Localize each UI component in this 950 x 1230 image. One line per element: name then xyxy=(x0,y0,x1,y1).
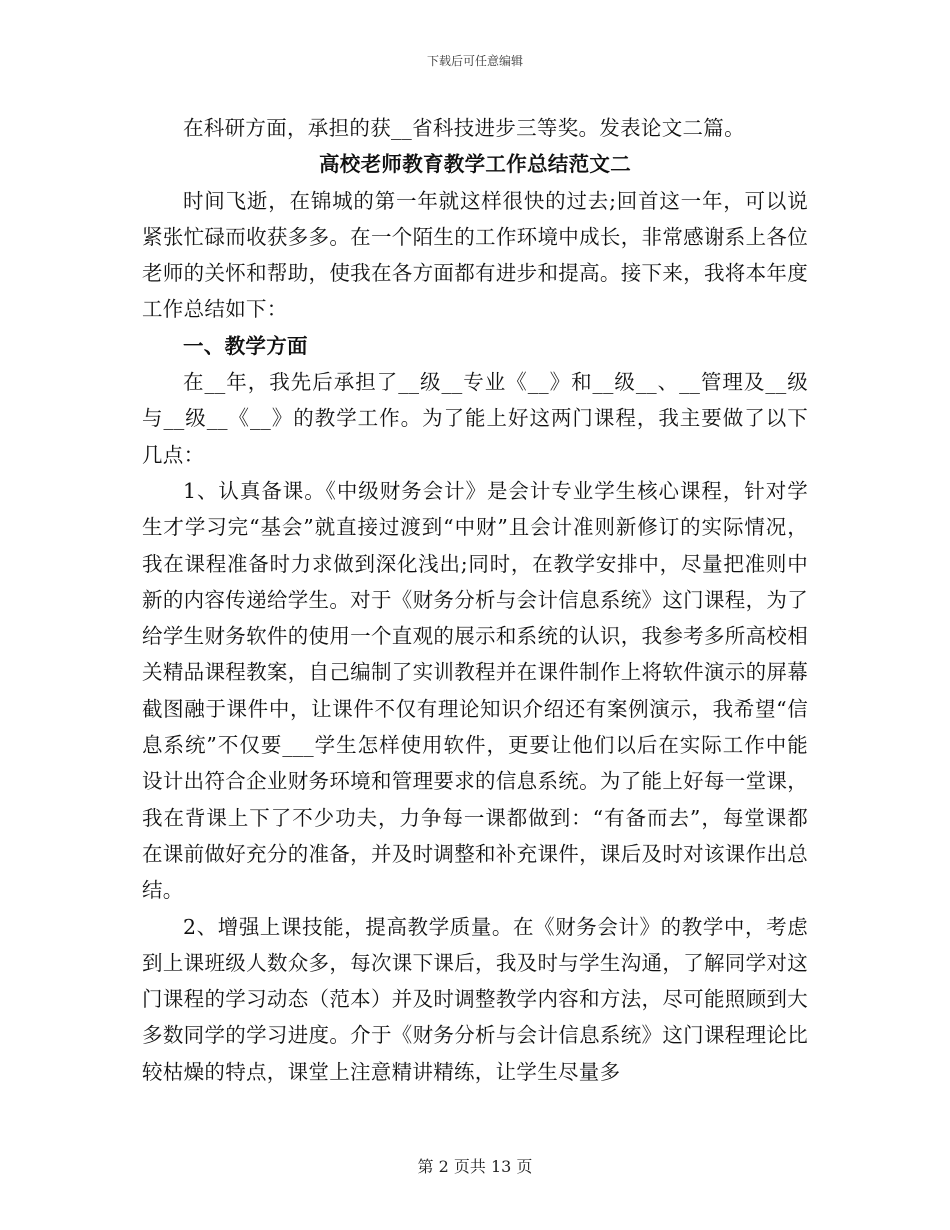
paragraph-courses: 在__年，我先后承担了__级__专业《__》和__级__、__管理及__级与__级__《__》的教学工作。为了能上好这两门课程，我主要做了以下几点： xyxy=(142,370,808,467)
document-title: 高校老师教育教学工作总结范文二 xyxy=(319,152,631,177)
page-footer: 第 2 页共 13 页 xyxy=(417,1157,533,1176)
page-header: 下载后可任意编辑 xyxy=(426,54,523,68)
paragraph-point-2: 2、增强上课技能，提高教学质量。在《财务会计》的教学中，考虑到上课班级人数众多，每次课下课后，我及时与学生沟通，了解同学对这门课程的学习动态（范本）并及时调整教学内容和方法，尽可能照顾到大多数同学的学习进度。介于《财务分析与会计信息系统》这门课程理论比较枯燥的特点，课堂上注意精讲精练，让学生尽量多 xyxy=(142,914,808,1084)
paragraph-research: 在科研方面，承担的获__省科技进步三等奖。发表论文二篇。 xyxy=(183,116,745,140)
section-heading-teaching: 一、教学方面 xyxy=(183,333,308,358)
paragraph-intro: 时间飞逝，在锦城的第一年就这样很快的过去;回首这一年，可以说紧张忙碌而收获多多。在一个陌生的工作环境中成长，非常感谢系上各位老师的关怀和帮助，使我在各方面都有进步和提高。接下来，我将本年度工作总结如下： xyxy=(142,188,808,322)
document-body xyxy=(142,110,808,1090)
paragraph-point-1: 1、认真备课。《中级财务会计》是会计专业学生核心课程，针对学生才学习完“基会”就直接过渡到“中财”且会计准则新修订的实际情况，我在课程准备时力求做到深化浅出;同时，在教学安排中，尽量把准则中新的内容传递给学生。对于《财务分析与会计信息系统》这门课程，为了给学生财务软件的使用一个直观的展示和系统的认识，我参考多所高校相关精品课程教案，自己编制了实训教程并在课件制作上将软件演示的屏幕截图融于课件中，让课件不仅有理论知识介绍还有案例演示，我希望“信息系统”不仅要___学生怎样使用软件，更要让他们以后在实际工作中能设计出符合企业财务环境和管理要求的信息系统。为了能上好每一堂课，我在背课上下了不少功夫，力争每一课都做到：“有备而去”，每堂课都在课前做好充分的准备，并及时调整和补充课件，课后及时对该课作出总结。 xyxy=(142,478,808,903)
